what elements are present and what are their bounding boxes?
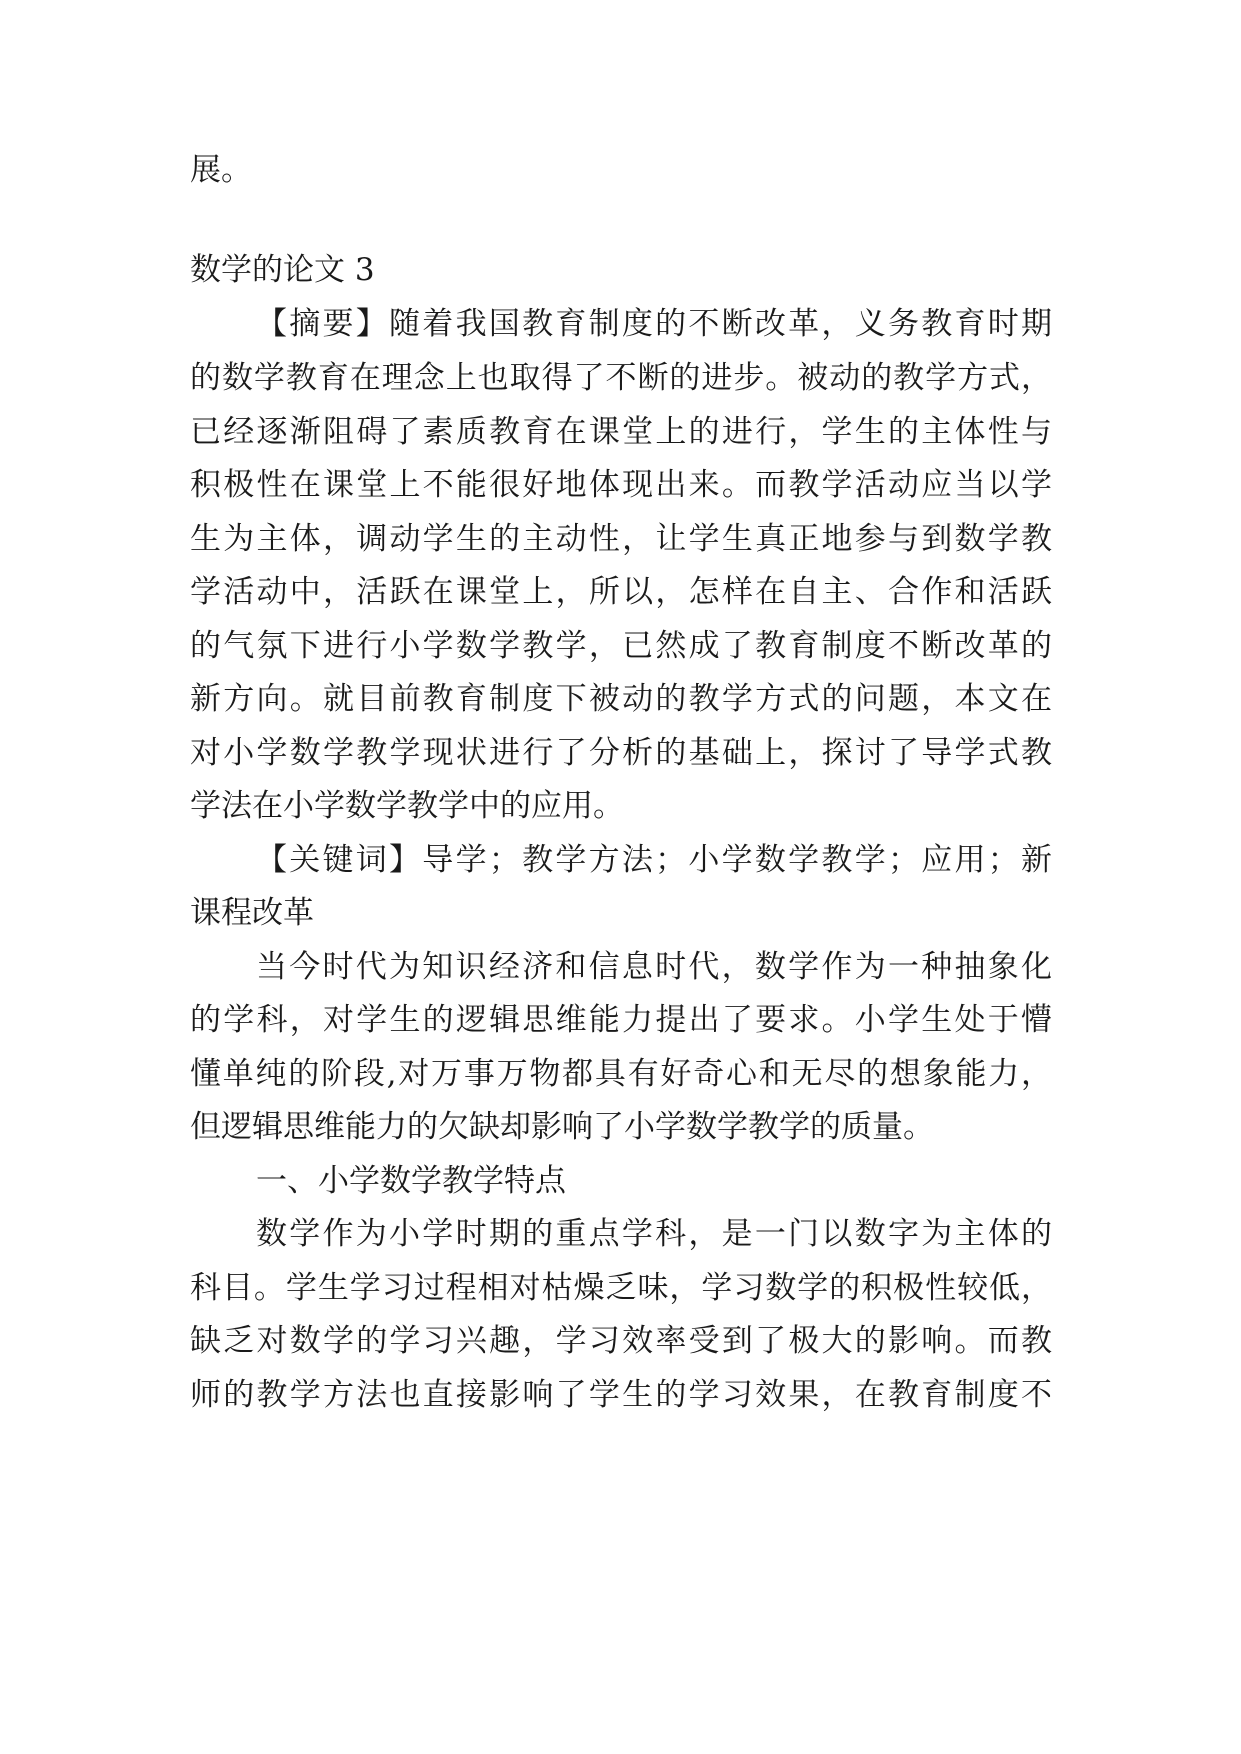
keywords-line: 【关键词】导学；教学方法；小学数学教学；应用；新 bbox=[256, 842, 1052, 878]
intro-line: 懂单纯的阶段,对万事万物都具有好奇心和无尽的想象能力， bbox=[190, 1056, 1052, 1092]
body-line: 缺乏对数学的学习兴趣，学习效率受到了极大的影响。而教 bbox=[190, 1323, 1052, 1359]
section-heading: 一、小学数学教学特点 bbox=[256, 1163, 566, 1199]
section-title: 数学的论文 3 bbox=[190, 252, 375, 288]
abstract-line: 的数学教育在理念上也取得了不断的进步。被动的教学方式， bbox=[190, 360, 1052, 396]
body-line: 数学作为小学时期的重点学科，是一门以数字为主体的 bbox=[256, 1216, 1052, 1252]
continued-line: 展。 bbox=[190, 152, 252, 188]
intro-line: 的学科，对学生的逻辑思维能力提出了要求。小学生处于懵 bbox=[190, 1002, 1052, 1038]
abstract-line: 学法在小学数学教学中的应用。 bbox=[190, 788, 624, 824]
abstract-line: 【摘要】随着我国教育制度的不断改革，义务教育时期 bbox=[256, 306, 1052, 342]
body-line: 科目。学生学习过程相对枯燥乏味，学习数学的积极性较低， bbox=[190, 1270, 1052, 1306]
abstract-line: 积极性在课堂上不能很好地体现出来。而教学活动应当以学 bbox=[190, 467, 1052, 503]
abstract-line: 生为主体，调动学生的主动性，让学生真正地参与到数学教 bbox=[190, 521, 1052, 557]
body-line: 师的教学方法也直接影响了学生的学习效果，在教育制度不 bbox=[190, 1377, 1052, 1413]
abstract-line: 学活动中，活跃在课堂上，所以，怎样在自主、合作和活跃 bbox=[190, 574, 1052, 610]
abstract-line: 已经逐渐阻碍了素质教育在课堂上的进行，学生的主体性与 bbox=[190, 414, 1052, 450]
abstract-line: 对小学数学教学现状进行了分析的基础上，探讨了导学式教 bbox=[190, 735, 1052, 771]
abstract-line: 新方向。就目前教育制度下被动的教学方式的问题，本文在 bbox=[190, 681, 1052, 717]
intro-line: 当今时代为知识经济和信息时代，数学作为一种抽象化 bbox=[256, 949, 1052, 985]
intro-line: 但逻辑思维能力的欠缺却影响了小学数学教学的质量。 bbox=[190, 1109, 934, 1145]
keywords-line: 课程改革 bbox=[190, 895, 314, 931]
abstract-line: 的气氛下进行小学数学教学，已然成了教育制度不断改革的 bbox=[190, 628, 1052, 664]
